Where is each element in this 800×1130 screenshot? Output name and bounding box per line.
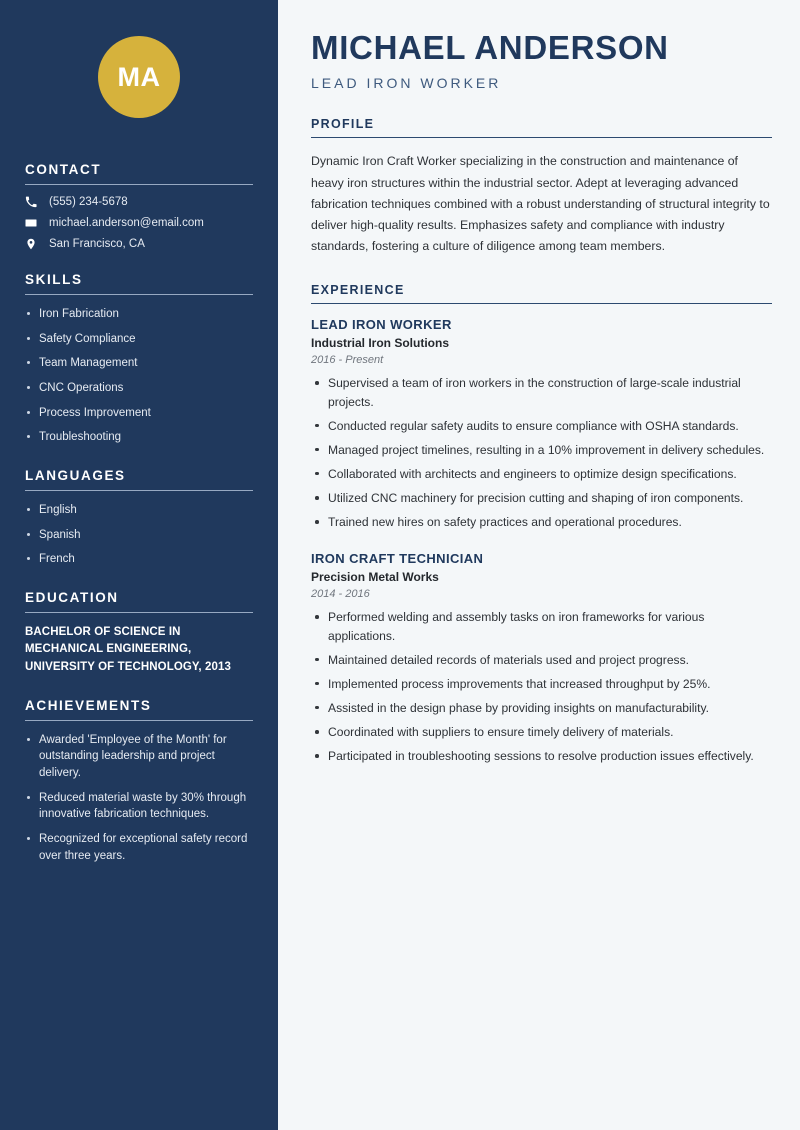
contact-section xyxy=(25,162,253,250)
resume-header xyxy=(311,30,772,91)
list-item: Coordinated with suppliers to ensure timely delivery of materials. xyxy=(311,723,772,741)
experience-divider xyxy=(311,303,772,304)
languages-list xyxy=(25,502,253,568)
languages-heading: LANGUAGES xyxy=(25,468,126,484)
education-section xyxy=(25,590,253,676)
envelope-icon xyxy=(25,217,42,229)
contact-email-value: michael.anderson@email.com xyxy=(49,217,204,229)
avatar: MA xyxy=(98,36,180,118)
languages-divider xyxy=(25,490,253,491)
profile-heading: PROFILE xyxy=(311,117,375,132)
education-heading: EDUCATION xyxy=(25,590,119,606)
contact-item-location xyxy=(25,238,253,250)
contact-list xyxy=(25,196,253,250)
contact-divider xyxy=(25,184,253,185)
experience-company: Industrial Iron Solutions xyxy=(311,336,449,351)
page-title: MICHAEL ANDERSON xyxy=(311,29,669,66)
list-item: Conducted regular safety audits to ensure compliance with OSHA standards. xyxy=(311,417,772,435)
list-item: English xyxy=(25,502,253,519)
education-entry: BACHELOR OF SCIENCE IN MECHANICAL ENGINEERING, UNIVERSITY OF TECHNOLOGY, 2013 xyxy=(25,626,232,673)
map-pin-icon xyxy=(25,238,42,250)
list-item: Iron Fabrication xyxy=(25,306,253,323)
list-item: Team Management xyxy=(25,355,253,372)
skills-list xyxy=(25,306,253,446)
list-item: Implemented process improvements that increased throughput by 25%. xyxy=(311,675,772,693)
experience-entry xyxy=(311,317,772,531)
languages-section xyxy=(25,468,253,568)
experience-bullets xyxy=(311,374,772,531)
experience-entry xyxy=(311,551,772,765)
list-item: CNC Operations xyxy=(25,380,253,397)
list-item: Performed welding and assembly tasks on iron frameworks for various applications. xyxy=(311,608,772,644)
list-item: Managed project timelines, resulting in a 10% improvement in delivery schedules. xyxy=(311,441,772,459)
experience-job-title: LEAD IRON WORKER xyxy=(311,317,452,333)
experience-section xyxy=(311,283,772,765)
profile-section xyxy=(311,117,772,257)
skills-section xyxy=(25,272,253,446)
experience-job-title: IRON CRAFT TECHNICIAN xyxy=(311,551,484,567)
contact-item-email xyxy=(25,217,253,229)
achievements-heading: ACHIEVEMENTS xyxy=(25,697,152,713)
list-item: Supervised a team of iron workers in the construction of large-scale industrial projects. xyxy=(311,374,772,410)
list-item: Recognized for exceptional safety record over three years. xyxy=(25,831,253,864)
education-divider xyxy=(25,612,253,613)
skills-divider xyxy=(25,294,253,295)
contact-phone-value: (555) 234-5678 xyxy=(49,196,128,208)
main-content xyxy=(281,0,800,1130)
list-item: Process Improvement xyxy=(25,405,253,422)
list-item: Troubleshooting xyxy=(25,429,253,446)
list-item: Collaborated with architects and engineers to optimize design specifications. xyxy=(311,465,772,483)
list-item: Spanish xyxy=(25,527,253,544)
job-subtitle: LEAD IRON WORKER xyxy=(311,75,502,92)
list-item: Awarded 'Employee of the Month' for outstanding leadership and project delivery. xyxy=(25,732,253,782)
contact-location-value: San Francisco, CA xyxy=(49,238,145,250)
experience-company: Precision Metal Works xyxy=(311,570,439,585)
list-item: Assisted in the design phase by providing insights on manufacturability. xyxy=(311,699,772,717)
phone-icon xyxy=(25,196,42,208)
experience-heading: EXPERIENCE xyxy=(311,283,405,298)
skills-heading: SKILLS xyxy=(25,272,83,287)
sidebar xyxy=(0,0,278,1130)
achievements-list xyxy=(25,732,253,865)
list-item: Maintained detailed records of materials used and project progress. xyxy=(311,651,772,669)
list-item: Participated in troubleshooting sessions to resolve production issues effectively. xyxy=(311,747,772,765)
list-item: Utilized CNC machinery for precision cutting and shaping of iron components. xyxy=(311,489,772,507)
list-item: Safety Compliance xyxy=(25,331,253,348)
profile-text: Dynamic Iron Craft Worker specializing in the construction and maintenance of heavy iron structures within the industrial sector. Adept at leveraging advanced fabrication techniques combined with a robust understanding of structural integrity to deliver high-quality results. Emphasizes safety and compliance with industry standards, fostering a culture of diligence among team members. xyxy=(311,154,770,254)
experience-dates: 2014 - 2016 xyxy=(311,588,370,601)
experience-bullets xyxy=(311,608,772,765)
list-item: French xyxy=(25,551,253,568)
avatar-wrapper xyxy=(25,0,253,126)
profile-divider xyxy=(311,137,772,138)
list-item: Reduced material waste by 30% through innovative fabrication techniques. xyxy=(25,790,253,823)
list-item: Trained new hires on safety practices and operational procedures. xyxy=(311,513,772,531)
achievements-divider xyxy=(25,720,253,721)
contact-item-phone xyxy=(25,196,253,208)
experience-dates: 2016 - Present xyxy=(311,354,384,367)
contact-heading: CONTACT xyxy=(25,162,102,177)
achievements-section xyxy=(25,698,253,865)
